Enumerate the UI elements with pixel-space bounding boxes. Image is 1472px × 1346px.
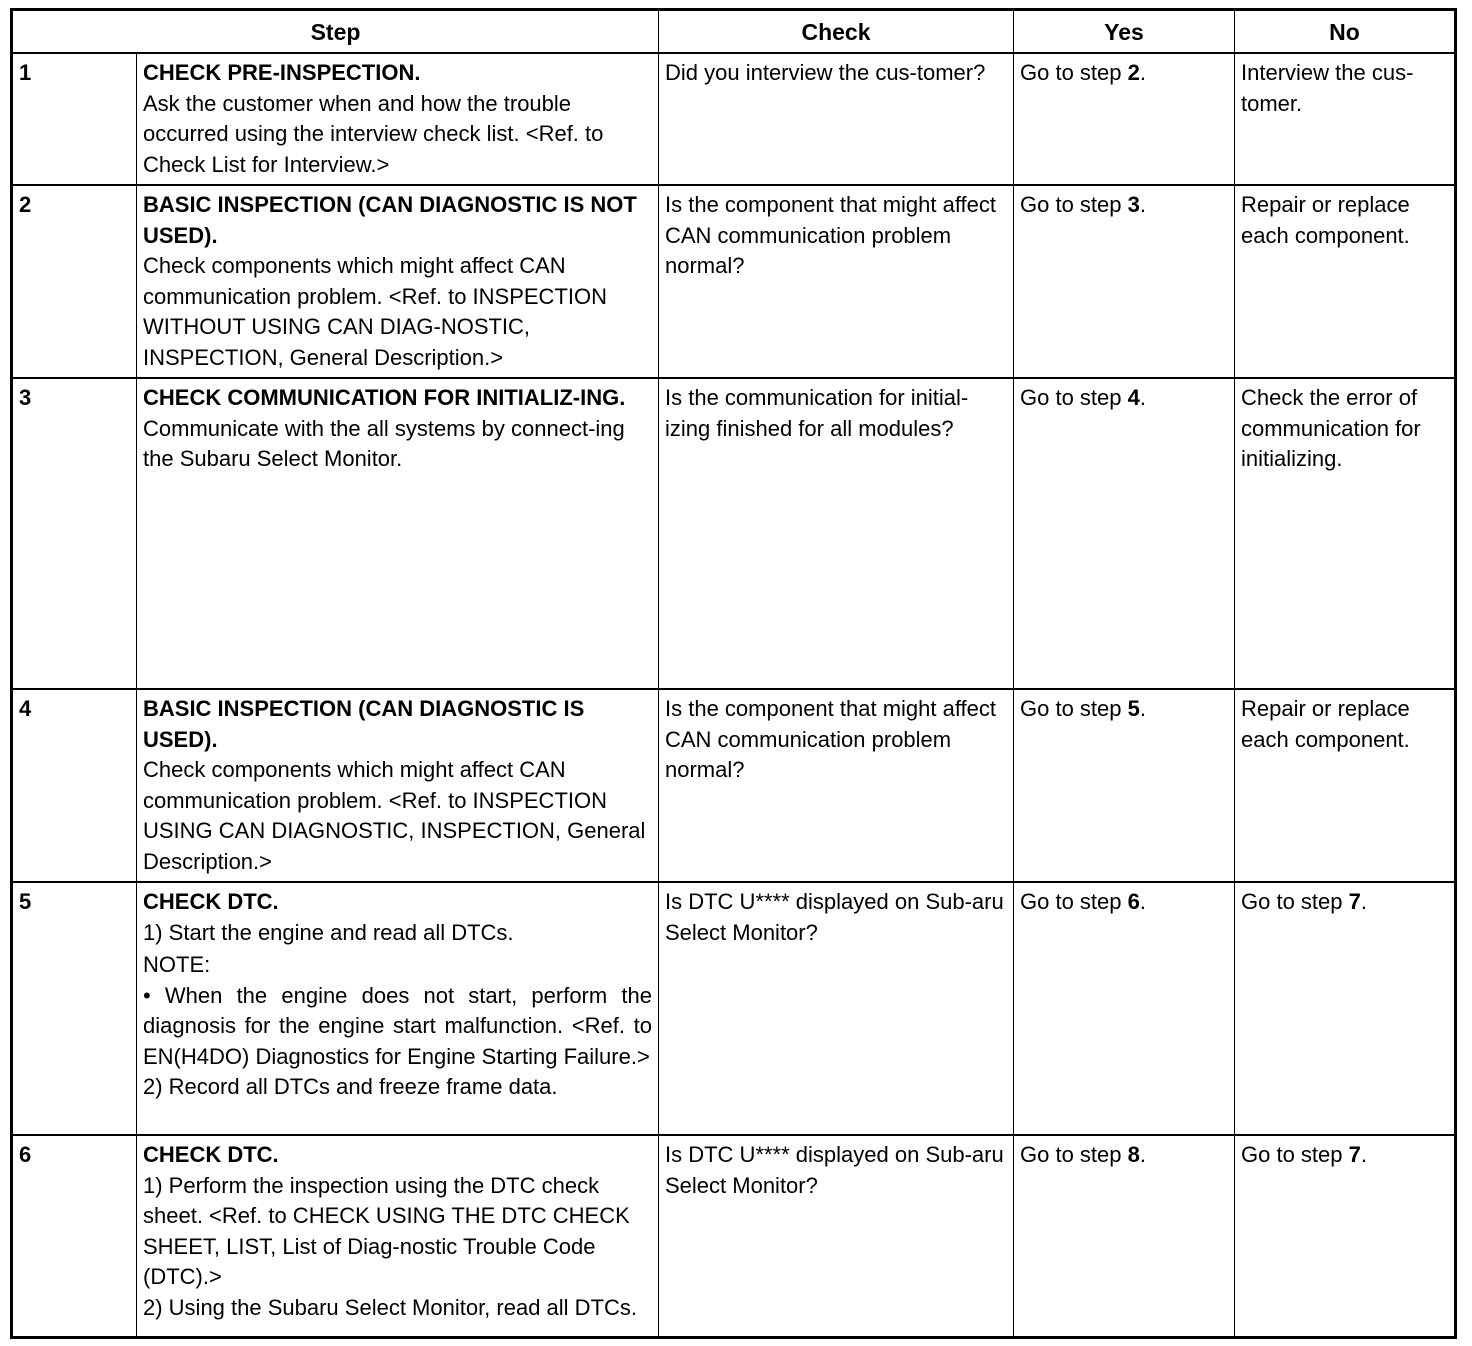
yes-prefix: Go to step <box>1020 889 1128 914</box>
yes-step-ref: 5 <box>1127 696 1140 721</box>
no-suffix: . <box>1360 1142 1367 1167</box>
yes-step-ref: 2 <box>1127 60 1140 85</box>
yes-action <box>1014 185 1235 378</box>
header-no: No <box>1235 10 1456 54</box>
step-description <box>137 689 659 882</box>
header-row <box>12 10 1456 54</box>
step-title: BASIC INSPECTION (CAN DIAGNOSTIC IS NOT USED). <box>143 192 637 248</box>
step-number: 6 <box>12 1135 137 1338</box>
step-number: 3 <box>12 378 137 689</box>
note-text: • When the engine does not start, perform the diagnosis for the engine start malfunction. <Ref. to EN(H4DO) Diagnostics for Engine Starting Failure.> <box>143 982 652 1069</box>
no-action: Repair or replace each component. <box>1235 185 1456 378</box>
no-prefix: Go to step <box>1241 1142 1349 1167</box>
yes-suffix: . <box>1139 696 1146 721</box>
yes-step-ref: 8 <box>1127 1142 1140 1167</box>
check-question: Did you interview the cus-tomer? <box>659 53 1014 185</box>
table-row <box>12 378 1456 689</box>
step-body: Check components which might affect CAN communication problem. <Ref. to INSPECTION WITHOUT USING CAN DIAG-NOSTIC, INSPECTION, General Description.> <box>143 253 607 370</box>
no-suffix: . <box>1360 889 1367 914</box>
yes-suffix: . <box>1139 1142 1146 1167</box>
check-question: Is the communication for initial-izing finished for all modules? <box>659 378 1014 689</box>
header-step: Step <box>12 10 659 54</box>
table-row <box>12 185 1456 378</box>
step-description <box>137 882 659 1135</box>
step-description <box>137 53 659 185</box>
step-number: 2 <box>12 185 137 378</box>
step-description <box>137 185 659 378</box>
yes-step-ref: 3 <box>1127 192 1140 217</box>
sub-step-1: 1) Start the engine and read all DTCs. <box>143 919 514 945</box>
sub-step-2: 2) Using the Subaru Select Monitor, read all DTCs. <box>143 1294 638 1320</box>
step-description <box>137 1135 659 1338</box>
header-yes: Yes <box>1014 10 1235 54</box>
yes-action <box>1014 882 1235 1135</box>
yes-prefix: Go to step <box>1020 696 1128 721</box>
step-body: Communicate with the all systems by connect-ing the Subaru Select Monitor. <box>143 415 625 471</box>
step-title: CHECK PRE-INSPECTION. <box>143 60 421 85</box>
step-body: Check components which might affect CAN communication problem. <Ref. to INSPECTION USING CAN DIAGNOSTIC, INSPECTION, General Description.> <box>143 757 646 874</box>
check-question: Is the component that might affect CAN communication problem normal? <box>659 689 1014 882</box>
no-action <box>1235 882 1456 1135</box>
no-prefix: Go to step <box>1241 889 1349 914</box>
step-number: 4 <box>12 689 137 882</box>
check-question: Is the component that might affect CAN communication problem normal? <box>659 185 1014 378</box>
yes-suffix: . <box>1139 60 1146 85</box>
step-title: CHECK COMMUNICATION FOR INITIALIZ-ING. <box>143 385 626 410</box>
yes-prefix: Go to step <box>1020 385 1128 410</box>
step-number: 5 <box>12 882 137 1135</box>
header-check: Check <box>659 10 1014 54</box>
yes-prefix: Go to step <box>1020 1142 1128 1167</box>
yes-prefix: Go to step <box>1020 60 1128 85</box>
yes-suffix: . <box>1139 889 1146 914</box>
sub-step-1: 1) Perform the inspection using the DTC check sheet. <Ref. to CHECK USING THE DTC CHECK SHEET, LIST, List of Diag-nostic Trouble Code (DTC).> <box>143 1172 630 1289</box>
table-row <box>12 689 1456 882</box>
yes-suffix: . <box>1139 192 1146 217</box>
step-title: CHECK DTC. <box>143 889 279 914</box>
yes-step-ref: 4 <box>1127 385 1140 410</box>
check-question: Is DTC U**** displayed on Sub-aru Select Monitor? <box>659 1135 1014 1338</box>
yes-action <box>1014 1135 1235 1338</box>
table-row <box>12 1135 1456 1338</box>
table-row <box>12 882 1456 1135</box>
yes-prefix: Go to step <box>1020 192 1128 217</box>
yes-action <box>1014 53 1235 185</box>
step-title: CHECK DTC. <box>143 1142 279 1167</box>
no-action: Repair or replace each component. <box>1235 689 1456 882</box>
no-action <box>1235 1135 1456 1338</box>
yes-action <box>1014 689 1235 882</box>
step-title: BASIC INSPECTION (CAN DIAGNOSTIC IS USED). <box>143 696 585 752</box>
no-step-ref: 7 <box>1348 889 1361 914</box>
no-action: Check the error of communication for initializing. <box>1235 378 1456 689</box>
sub-step-2: 2) Record all DTCs and freeze frame data. <box>143 1074 558 1099</box>
no-step-ref: 7 <box>1348 1142 1361 1167</box>
check-question: Is DTC U**** displayed on Sub-aru Select Monitor? <box>659 882 1014 1135</box>
step-description <box>137 378 659 689</box>
yes-step-ref: 6 <box>1127 889 1140 914</box>
step-number: 1 <box>12 53 137 185</box>
no-action: Interview the cus-tomer. <box>1235 53 1456 185</box>
yes-action <box>1014 378 1235 689</box>
diagnostic-procedure-table <box>10 8 1457 1339</box>
note-label: NOTE: <box>143 952 211 977</box>
step-body: Ask the customer when and how the trouble occurred using the interview check list. <Ref. to Check List for Interview.> <box>143 90 604 177</box>
yes-suffix: . <box>1139 385 1146 410</box>
table-row <box>12 53 1456 185</box>
